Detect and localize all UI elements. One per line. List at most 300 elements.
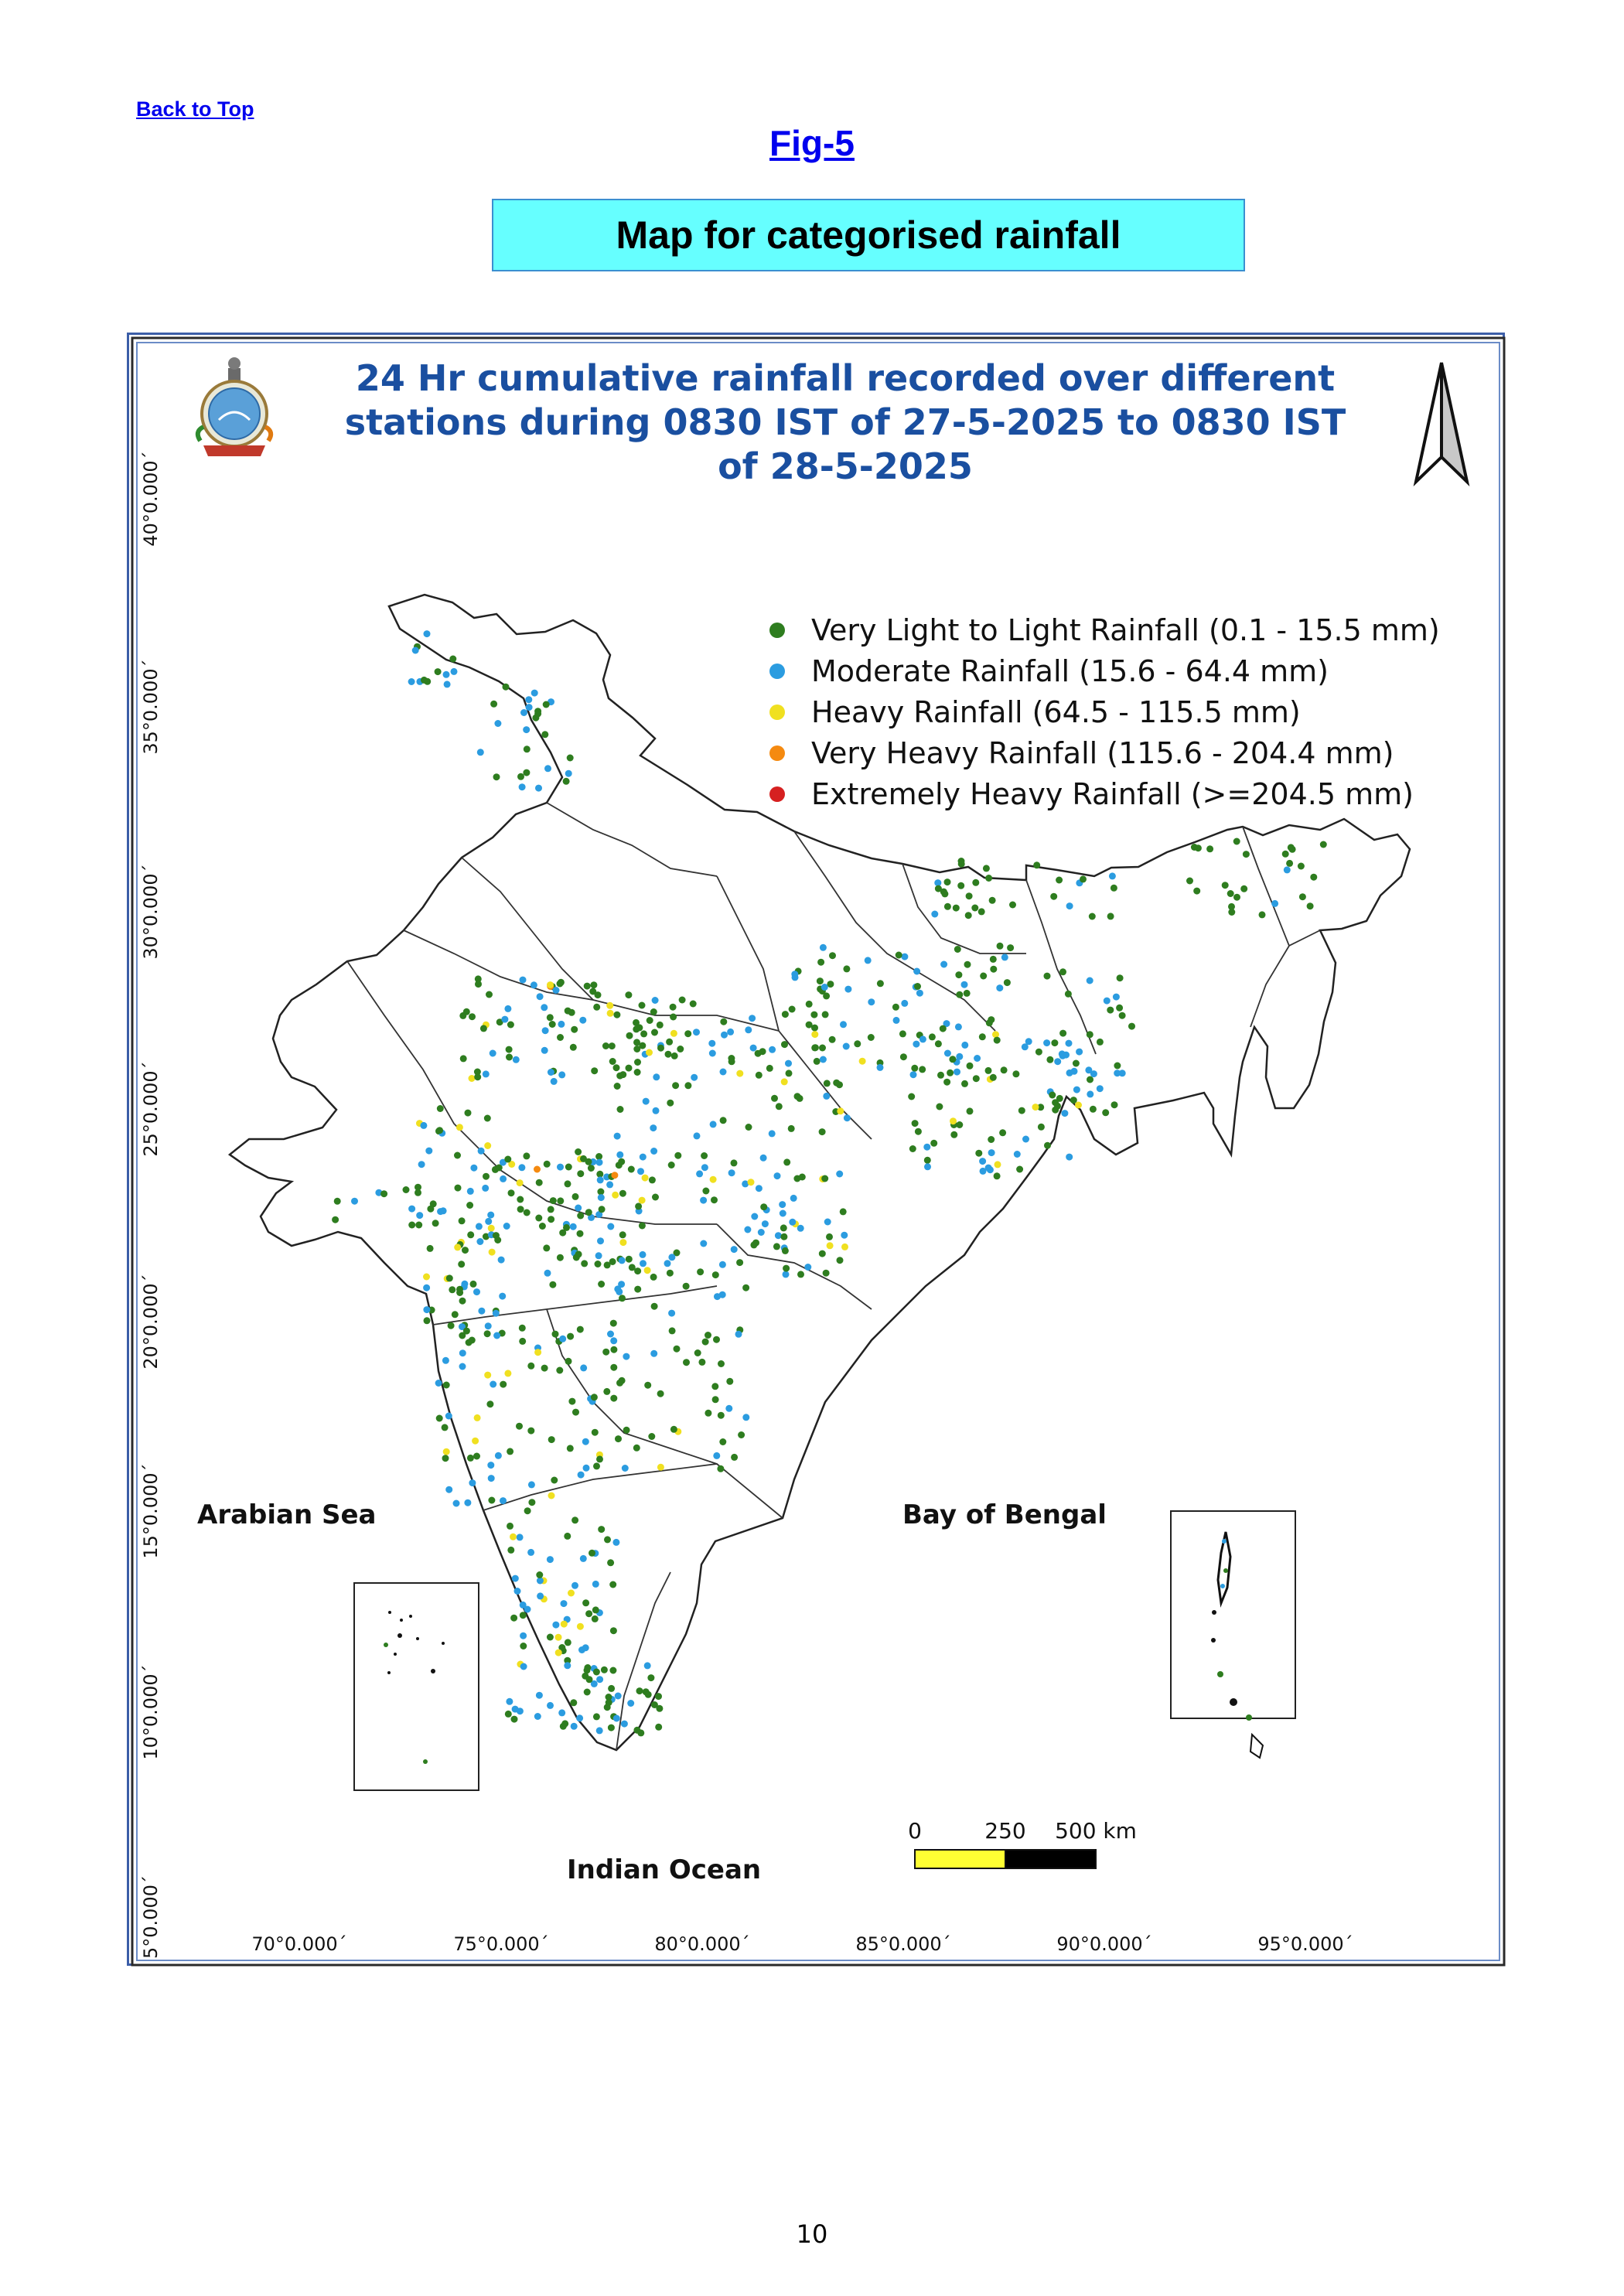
station-dot bbox=[567, 1445, 574, 1452]
station-dot bbox=[459, 1349, 466, 1356]
station-dot bbox=[713, 1336, 720, 1343]
station-dot bbox=[565, 1639, 571, 1646]
station-dot bbox=[967, 1107, 974, 1114]
station-dot bbox=[555, 1634, 562, 1641]
station-dot bbox=[655, 1693, 662, 1700]
station-dot bbox=[470, 1281, 477, 1288]
station-dot bbox=[924, 1163, 931, 1170]
station-dot bbox=[528, 1499, 535, 1506]
station-dot bbox=[1243, 851, 1250, 858]
station-dot bbox=[619, 1257, 626, 1264]
station-dot bbox=[647, 1017, 653, 1024]
station-dot bbox=[908, 1093, 915, 1100]
station-dot bbox=[465, 1110, 472, 1117]
station-dot bbox=[1032, 1104, 1039, 1110]
station-dot bbox=[657, 1390, 664, 1397]
station-dot bbox=[742, 1284, 749, 1291]
station-dot bbox=[584, 1667, 591, 1673]
figure-banner-title: Map for categorised rainfall bbox=[492, 199, 1245, 271]
station-dot bbox=[623, 1353, 629, 1360]
station-dot bbox=[555, 1650, 562, 1656]
station-dot bbox=[420, 1122, 427, 1129]
station-dot bbox=[582, 1599, 589, 1606]
station-dot bbox=[596, 1159, 603, 1166]
station-dot bbox=[609, 1058, 616, 1065]
station-dot bbox=[508, 1189, 515, 1196]
station-dot bbox=[720, 1018, 727, 1025]
station-dot bbox=[558, 1021, 565, 1028]
station-dot bbox=[1310, 874, 1317, 881]
station-dot bbox=[957, 882, 964, 889]
station-dot bbox=[520, 977, 527, 984]
station-dot bbox=[577, 1230, 584, 1237]
station-dot bbox=[494, 720, 501, 727]
station-dot bbox=[640, 1260, 647, 1267]
station-dot bbox=[454, 1152, 461, 1159]
station-dot bbox=[718, 1360, 725, 1367]
station-dot bbox=[635, 1203, 642, 1209]
station-dot bbox=[536, 1692, 543, 1699]
station-dot bbox=[542, 1027, 549, 1034]
station-dot bbox=[637, 1168, 644, 1175]
station-dot bbox=[668, 1162, 675, 1168]
station-dot bbox=[954, 946, 961, 953]
station-dot bbox=[499, 1293, 506, 1300]
station-dot bbox=[459, 1217, 466, 1224]
station-dot bbox=[670, 1014, 677, 1021]
station-dot bbox=[694, 1349, 701, 1356]
station-dot bbox=[1284, 866, 1291, 873]
station-dot bbox=[435, 1380, 442, 1387]
station-dot bbox=[459, 1012, 466, 1019]
figure-label[interactable]: Fig-5 bbox=[769, 123, 855, 163]
station-dot bbox=[506, 1046, 513, 1053]
station-dot bbox=[585, 1610, 592, 1617]
station-dot bbox=[690, 1001, 697, 1008]
station-dot bbox=[612, 1539, 619, 1546]
station-dot bbox=[520, 1632, 527, 1639]
station-dot bbox=[1227, 890, 1234, 897]
station-dot bbox=[799, 1174, 806, 1181]
station-dot bbox=[820, 944, 827, 951]
station-dot bbox=[634, 1286, 641, 1293]
station-dot bbox=[536, 1179, 543, 1186]
station-dot bbox=[524, 745, 531, 752]
station-dot bbox=[980, 973, 987, 980]
station-dot bbox=[916, 990, 923, 997]
station-dot bbox=[601, 1667, 608, 1673]
station-dot bbox=[561, 1600, 568, 1607]
station-dot bbox=[559, 1336, 566, 1342]
station-dot bbox=[655, 1724, 662, 1731]
station-dot bbox=[775, 1232, 782, 1239]
station-dot bbox=[1111, 885, 1117, 892]
station-dot bbox=[644, 1267, 651, 1274]
station-dot bbox=[720, 1117, 727, 1124]
station-dot bbox=[609, 1258, 616, 1265]
station-dot bbox=[1085, 1066, 1092, 1073]
station-dot bbox=[556, 1367, 563, 1374]
legend-dot-moderate bbox=[769, 664, 785, 679]
station-dot bbox=[1298, 863, 1305, 870]
station-dot bbox=[449, 1286, 455, 1293]
station-dot bbox=[896, 952, 902, 959]
station-dot bbox=[626, 1032, 633, 1039]
station-dot bbox=[520, 709, 527, 716]
station-dot bbox=[602, 1042, 609, 1049]
lon-tick-95: 95°0.000´ bbox=[1257, 1933, 1353, 1955]
station-dot bbox=[1288, 844, 1295, 851]
station-dot bbox=[633, 1025, 640, 1032]
station-dot bbox=[1080, 875, 1087, 882]
station-dot bbox=[756, 1072, 763, 1079]
station-dot bbox=[651, 1701, 658, 1708]
scale-label-500: 500 km bbox=[1055, 1818, 1137, 1844]
station-dot bbox=[694, 1132, 701, 1139]
station-dot bbox=[1025, 1038, 1032, 1045]
station-dot bbox=[923, 1144, 930, 1151]
station-dot bbox=[1186, 878, 1193, 885]
station-dot bbox=[670, 1004, 677, 1011]
station-dot bbox=[819, 1250, 826, 1257]
station-dot bbox=[510, 1534, 517, 1540]
station-dot bbox=[615, 1435, 622, 1442]
station-dot bbox=[455, 1185, 462, 1192]
station-dot bbox=[909, 1145, 916, 1152]
station-dot bbox=[477, 749, 484, 756]
station-dot bbox=[1109, 872, 1116, 879]
station-dot bbox=[711, 1383, 718, 1390]
station-dot bbox=[435, 668, 442, 675]
station-dot bbox=[1128, 1023, 1135, 1030]
station-dot bbox=[504, 1156, 511, 1163]
lat-tick-25: 25°0.000´ bbox=[140, 1061, 162, 1157]
station-dot bbox=[493, 1332, 500, 1339]
station-dot bbox=[774, 1172, 781, 1179]
station-dot bbox=[1087, 1090, 1093, 1097]
station-dot bbox=[593, 1004, 600, 1011]
station-dot bbox=[541, 1365, 548, 1372]
station-dot bbox=[823, 1093, 830, 1100]
station-dot bbox=[443, 671, 450, 678]
station-dot bbox=[691, 1074, 698, 1081]
station-dot bbox=[721, 1032, 728, 1039]
station-dot bbox=[712, 1271, 719, 1278]
station-dot bbox=[994, 1037, 1001, 1044]
station-dot bbox=[590, 981, 597, 988]
rainfall-map-frame bbox=[127, 333, 1505, 1966]
station-dot bbox=[1090, 1106, 1097, 1113]
station-dot bbox=[1004, 979, 1011, 986]
station-dot bbox=[547, 1702, 554, 1709]
station-dot bbox=[544, 765, 551, 772]
station-dot bbox=[483, 1173, 490, 1180]
lat-tick-10: 10°0.000´ bbox=[140, 1664, 162, 1760]
station-dot bbox=[520, 1643, 527, 1650]
station-dot bbox=[696, 1170, 703, 1177]
station-dot bbox=[823, 992, 830, 999]
station-dot bbox=[1191, 844, 1198, 851]
station-dot bbox=[749, 1015, 756, 1022]
station-dot bbox=[947, 1070, 954, 1076]
station-dot bbox=[671, 1052, 678, 1059]
station-dot bbox=[572, 1409, 579, 1416]
station-dot bbox=[718, 1412, 725, 1419]
station-dot bbox=[547, 1556, 554, 1563]
station-dot bbox=[769, 1046, 776, 1053]
station-dot bbox=[580, 1555, 587, 1562]
station-dot bbox=[583, 1465, 590, 1472]
station-dot bbox=[549, 1281, 556, 1288]
station-dot bbox=[702, 1339, 709, 1346]
station-dot bbox=[640, 1154, 647, 1161]
station-dot bbox=[486, 991, 493, 998]
page-number: 10 bbox=[796, 2219, 828, 2249]
station-dot bbox=[633, 1445, 640, 1452]
station-dot bbox=[403, 1186, 410, 1193]
station-dot bbox=[490, 1381, 496, 1388]
station-dot bbox=[475, 981, 482, 988]
station-dot bbox=[473, 1453, 480, 1460]
station-dot bbox=[780, 1210, 786, 1217]
station-dot bbox=[1089, 913, 1096, 920]
station-dot bbox=[985, 1067, 992, 1074]
station-dot bbox=[487, 1462, 494, 1469]
station-dot bbox=[1119, 1012, 1126, 1019]
station-dot bbox=[868, 998, 875, 1005]
station-dot bbox=[644, 1382, 651, 1389]
station-dot bbox=[1073, 1060, 1080, 1067]
legend-label-heavy: Heavy Rainfall (64.5 - 115.5 mm) bbox=[811, 695, 1301, 729]
station-dot bbox=[670, 1030, 677, 1037]
station-dot bbox=[964, 990, 971, 997]
station-dot bbox=[504, 1005, 511, 1012]
station-dot bbox=[553, 987, 560, 994]
station-dot bbox=[996, 984, 1003, 991]
station-dot bbox=[485, 1218, 492, 1225]
station-dot bbox=[1018, 1107, 1025, 1114]
station-dot bbox=[797, 1271, 804, 1278]
station-dot bbox=[1056, 877, 1063, 884]
station-dot bbox=[456, 1286, 463, 1293]
station-dot bbox=[1061, 1110, 1068, 1117]
station-dot bbox=[616, 1162, 623, 1168]
station-dot bbox=[598, 1194, 605, 1201]
station-dot bbox=[603, 1388, 610, 1395]
station-dot bbox=[912, 1120, 919, 1127]
station-dot bbox=[536, 1571, 543, 1578]
station-dot bbox=[1022, 1136, 1029, 1143]
station-dot bbox=[571, 1582, 578, 1589]
station-dot bbox=[814, 1058, 821, 1065]
station-dot bbox=[493, 1310, 500, 1317]
station-dot bbox=[531, 690, 538, 697]
station-dot bbox=[899, 1030, 906, 1037]
station-dot bbox=[614, 1285, 621, 1292]
station-dot bbox=[988, 1149, 995, 1156]
station-dot bbox=[578, 1646, 585, 1653]
station-dot bbox=[525, 696, 532, 703]
station-dot bbox=[705, 1332, 711, 1339]
station-dot bbox=[616, 1380, 623, 1387]
station-dot bbox=[610, 1337, 617, 1344]
station-dot bbox=[760, 1203, 767, 1210]
station-dot bbox=[633, 1019, 640, 1026]
station-dot bbox=[592, 1606, 599, 1613]
station-dot bbox=[565, 1164, 572, 1171]
station-dot bbox=[476, 1223, 483, 1230]
station-dot bbox=[930, 1140, 937, 1147]
station-dot bbox=[789, 1006, 796, 1013]
station-dot bbox=[544, 1161, 551, 1168]
station-dot bbox=[750, 1045, 757, 1052]
station-dot bbox=[639, 1223, 646, 1230]
scale-label-0: 0 bbox=[908, 1818, 922, 1844]
station-dot bbox=[607, 1331, 614, 1338]
station-dot bbox=[577, 1326, 584, 1333]
station-dot bbox=[773, 1243, 780, 1250]
station-dot bbox=[1307, 902, 1314, 909]
station-dot bbox=[954, 1069, 960, 1076]
legend-label-moderate: Moderate Rainfall (15.6 - 64.4 mm) bbox=[811, 654, 1329, 688]
station-dot bbox=[990, 1074, 997, 1081]
station-dot bbox=[859, 1058, 866, 1065]
station-dot bbox=[910, 1071, 917, 1078]
station-dot bbox=[999, 1129, 1006, 1136]
station-dot bbox=[443, 1448, 450, 1455]
station-dot bbox=[713, 1452, 720, 1459]
station-dot bbox=[788, 1125, 795, 1132]
station-dot bbox=[827, 1242, 834, 1249]
station-dot bbox=[1114, 1070, 1121, 1076]
station-dot bbox=[514, 1588, 521, 1595]
station-dot bbox=[844, 986, 851, 993]
station-dot bbox=[527, 1549, 534, 1556]
station-dot bbox=[453, 1500, 460, 1507]
station-dot bbox=[537, 1592, 544, 1599]
station-dot bbox=[1259, 911, 1266, 918]
station-dot bbox=[595, 991, 602, 998]
station-dot bbox=[936, 1104, 943, 1110]
station-dot bbox=[731, 1454, 738, 1461]
station-dot bbox=[440, 1207, 447, 1214]
station-dot bbox=[516, 1423, 523, 1430]
station-dot bbox=[626, 1256, 633, 1263]
station-dot bbox=[610, 1320, 617, 1327]
station-dot bbox=[493, 773, 500, 780]
station-dot bbox=[593, 1713, 600, 1720]
station-dot bbox=[517, 1196, 524, 1203]
station-dot bbox=[513, 1056, 520, 1063]
station-dot bbox=[495, 1452, 502, 1459]
station-dot bbox=[643, 1098, 650, 1105]
legend-dot-extremely-heavy bbox=[769, 786, 785, 802]
station-dot bbox=[488, 1225, 495, 1232]
station-dot bbox=[598, 1281, 605, 1288]
back-to-top-link[interactable]: Back to Top bbox=[136, 97, 254, 121]
station-dot bbox=[669, 1327, 676, 1334]
station-dot bbox=[503, 684, 510, 691]
station-dot bbox=[476, 1238, 483, 1245]
station-dot bbox=[512, 1575, 519, 1582]
station-dot bbox=[548, 1069, 554, 1076]
station-dot bbox=[585, 1158, 592, 1165]
station-dot bbox=[570, 1044, 577, 1051]
station-dot bbox=[709, 1050, 716, 1057]
station-dot bbox=[841, 1232, 848, 1239]
station-dot bbox=[995, 1161, 1001, 1168]
station-dot bbox=[958, 861, 965, 868]
station-dot bbox=[607, 1223, 614, 1230]
station-dot bbox=[719, 1261, 726, 1268]
station-dot bbox=[762, 1220, 769, 1227]
station-dot bbox=[781, 1078, 788, 1085]
station-dot bbox=[412, 647, 419, 654]
station-dot bbox=[817, 977, 824, 984]
station-dot bbox=[1116, 1005, 1123, 1012]
station-dot bbox=[575, 1250, 582, 1257]
station-dot bbox=[940, 961, 947, 968]
station-dot bbox=[989, 897, 996, 904]
station-dot bbox=[629, 1264, 636, 1271]
station-dot bbox=[564, 1533, 571, 1540]
station-dot bbox=[780, 1224, 787, 1231]
station-dot bbox=[423, 1284, 430, 1291]
indian-ocean-label: Indian Ocean bbox=[567, 1854, 762, 1885]
station-dot bbox=[608, 1725, 615, 1731]
station-dot bbox=[1051, 1039, 1058, 1046]
station-dot bbox=[582, 1438, 589, 1445]
station-dot bbox=[1046, 1056, 1053, 1063]
station-dot bbox=[1043, 1039, 1050, 1046]
station-dot bbox=[425, 1148, 432, 1155]
station-dot bbox=[507, 1448, 513, 1455]
station-dot bbox=[736, 1259, 743, 1266]
station-dot bbox=[570, 1223, 577, 1230]
station-dot bbox=[591, 1067, 598, 1074]
station-dot bbox=[486, 1400, 493, 1407]
station-dot bbox=[539, 1223, 546, 1230]
station-dot bbox=[666, 1039, 673, 1046]
legend-label-very-heavy: Very Heavy Rainfall (115.6 - 204.4 mm) bbox=[811, 736, 1394, 770]
station-dot bbox=[464, 1499, 471, 1506]
station-dot bbox=[953, 905, 960, 912]
station-dot bbox=[766, 1065, 773, 1072]
scale-label-250: 250 bbox=[984, 1818, 1026, 1844]
station-dot bbox=[1066, 1070, 1073, 1076]
station-dot bbox=[719, 1438, 726, 1445]
station-dot bbox=[534, 1166, 541, 1173]
station-dot bbox=[470, 1165, 477, 1172]
station-dot bbox=[537, 993, 544, 1000]
legend-dot-very-heavy bbox=[769, 745, 785, 761]
station-dot bbox=[523, 726, 530, 733]
station-dot bbox=[524, 1507, 531, 1514]
lat-tick-40: 40°0.000´ bbox=[140, 451, 162, 547]
station-dot bbox=[432, 1220, 439, 1226]
station-dot bbox=[997, 943, 1004, 950]
station-dot bbox=[670, 1426, 677, 1433]
station-dot bbox=[988, 1136, 995, 1143]
station-dot bbox=[645, 1691, 652, 1698]
station-dot bbox=[693, 1029, 700, 1035]
station-dot bbox=[424, 630, 431, 637]
station-dot bbox=[442, 1357, 449, 1364]
station-dot bbox=[642, 1175, 649, 1182]
station-dot bbox=[610, 1364, 617, 1371]
station-dot bbox=[564, 1662, 571, 1669]
station-dot bbox=[442, 1455, 449, 1462]
